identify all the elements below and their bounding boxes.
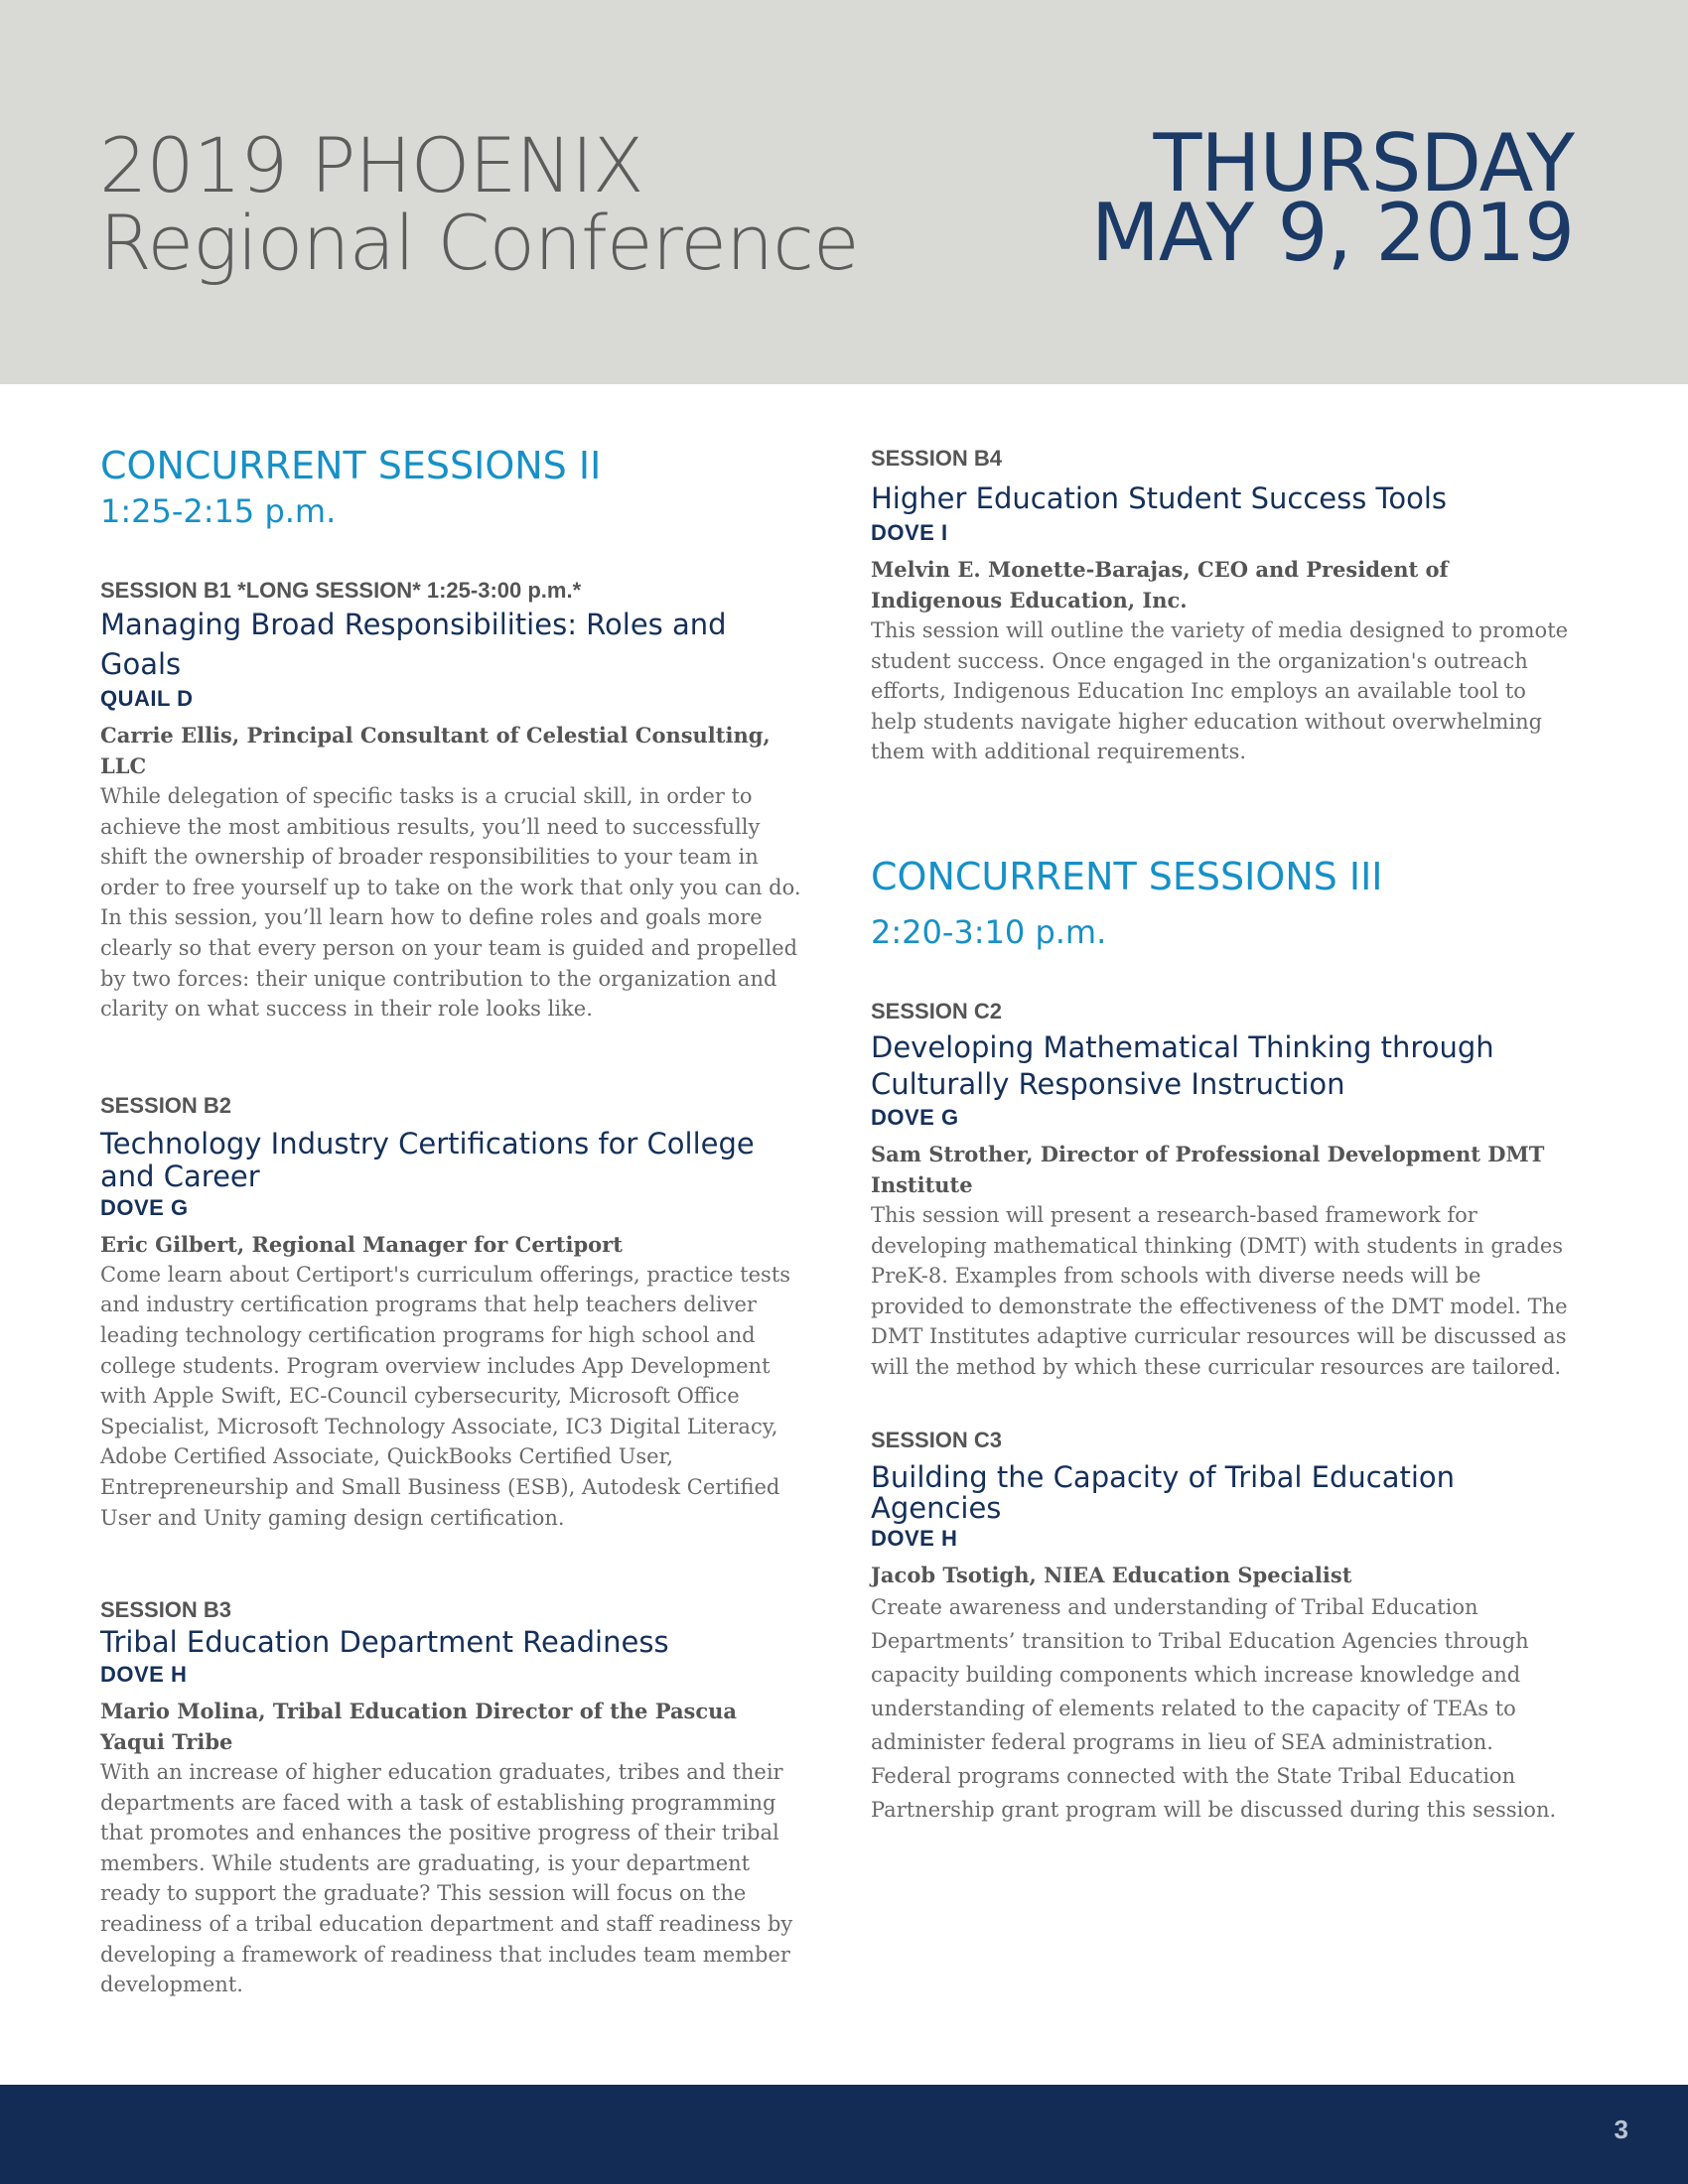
session-description: With an increase of higher education graduates, tribes and their departments are faced with a task of establishing programming that promotes and enhances the positive progress of their tribal members. While students are graduating, is your department ready to support the graduate? This session will focus on the readiness of a tribal education department and staff readiness by developing a framework of readiness that includes team member development.	[100, 1760, 793, 1997]
session-room: DOVE I	[871, 520, 948, 545]
session-block-b3	[100, 1596, 805, 2000]
session-description: Create awareness and understanding of Tribal Education Departments’ transition to Tribal Education Agencies through capacity building components which increase knowledge and understanding of elements related to the capacity of TEAs to administer federal programs in lieu of SEA administration. Federal programs connected with the State Tribal Education Partnership grant program will be discussed during this session.	[871, 1594, 1557, 1822]
session-room: DOVE G	[100, 1194, 189, 1220]
session-title: Developing Mathematical Thinking through Culturally Responsive Instruction	[871, 1029, 1494, 1101]
conference-date	[1090, 117, 1574, 279]
section-time: 1:25-2:15 p.m.	[100, 492, 337, 530]
session-title: Tribal Education Department Readiness	[100, 1625, 669, 1660]
section-time: 2:20-3:10 p.m.	[871, 912, 1107, 951]
session-description: Come learn about Certiport's curriculum offerings, practice tests and industry certification programs that help teachers deliver leading technology certification programs for high school and college students. Program overview includes App Development with Apple Swift, EC-Council cybersecurity, Microsoft Office Specialist, Microsoft Technology Associate, IC3 Digital Literacy, Adobe Certified Associate, QuickBooks Certified User, Entrepreneurship and Small Business (ESB), Autodesk Certified User and Unity gaming design certification.	[100, 1262, 791, 1530]
left-column	[100, 442, 805, 2000]
page-number: 3	[1614, 2115, 1628, 2144]
page-footer	[0, 2085, 1688, 2184]
session-title: Technology Industry Certifications for College and Career	[100, 1126, 755, 1193]
session-block-c2	[871, 998, 1576, 1383]
session-label: SESSION B1 *LONG SESSION* 1:25-3:00 p.m.*	[100, 578, 582, 603]
session-block-b1	[100, 577, 805, 1024]
session-title: Building the Capacity of Tribal Education Agencies	[871, 1459, 1456, 1525]
session-speaker: Sam Strother, Director of Professional Development DMT Institute	[871, 1141, 1545, 1197]
section-heading: CONCURRENT SESSIONS II	[100, 444, 602, 487]
page-header	[0, 0, 1688, 384]
session-description: This session will present a research-based framework for developing mathematical thinking (DMT) with students in grades PreK-8. Examples from schools with diverse needs will be provided to demonstrate the effectiveness of the DMT model. The DMT Institutes adaptive curricular resources will be discussed as will the method by which these curricular resources are tailored.	[871, 1202, 1568, 1379]
conference-title-line2: Regional Conference	[99, 199, 859, 287]
session-speaker: Jacob Tsotigh, NIEA Education Specialist	[871, 1562, 1352, 1587]
day-of-week: THURSDAY	[1153, 117, 1574, 209]
session-block-c3	[871, 1427, 1576, 1827]
session-speaker: Mario Molina, Tribal Education Director of the Pascua Yaqui Tribe	[100, 1699, 738, 1755]
session-room: DOVE G	[871, 1104, 959, 1130]
session-description: This session will outline the variety of media designed to promote student success. Once engaged in the organization's outreach efforts, Indigenous Education Inc employs an available tool to help students navigate higher education without overwhelming them with additional requirements.	[871, 618, 1569, 764]
session-label: SESSION B2	[100, 1092, 232, 1118]
session-label: SESSION C3	[871, 1427, 1003, 1452]
session-label: SESSION C2	[871, 998, 1003, 1024]
session-block-b2	[100, 1092, 805, 1533]
session-speaker: Eric Gilbert, Regional Manager for Certiport	[100, 1231, 623, 1257]
session-title: Managing Broad Responsibilities: Roles and Goals	[100, 608, 727, 681]
session-description: While delegation of specific tasks is a crucial skill, in order to achieve the most ambitious results, you’ll need to successfully shift the ownership of broader responsibilities to your team in order to free yourself up to take on the work that only you can do. In this session, you’ll learn how to define roles and goals more clearly so that every person on your team is guided and propelled by two forces: their unique contribution to the organization and clarity on what success in their role looks like.	[100, 784, 801, 1022]
title-year: 2019	[99, 121, 288, 209]
full-date: MAY 9, 2019	[1090, 187, 1574, 279]
session-room: DOVE H	[871, 1525, 958, 1551]
title-city: PHOENIX	[310, 121, 643, 209]
session-speaker: Carrie Ellis, Principal Consultant of Celestial Consulting, LLC	[100, 723, 771, 778]
right-column	[871, 445, 1576, 1827]
session-block-b4	[871, 445, 1576, 767]
session-speaker: Melvin E. Monette-Barajas, CEO and President of Indigenous Education, Inc.	[871, 557, 1449, 613]
session-room: QUAIL D	[100, 686, 194, 711]
session-label: SESSION B3	[100, 1597, 232, 1623]
session-label: SESSION B4	[871, 446, 1003, 471]
session-title: Higher Education Student Success Tools	[871, 481, 1447, 515]
session-room: DOVE H	[100, 1662, 188, 1688]
section-heading: CONCURRENT SESSIONS III	[871, 854, 1383, 898]
conference-title-line1	[99, 121, 643, 209]
